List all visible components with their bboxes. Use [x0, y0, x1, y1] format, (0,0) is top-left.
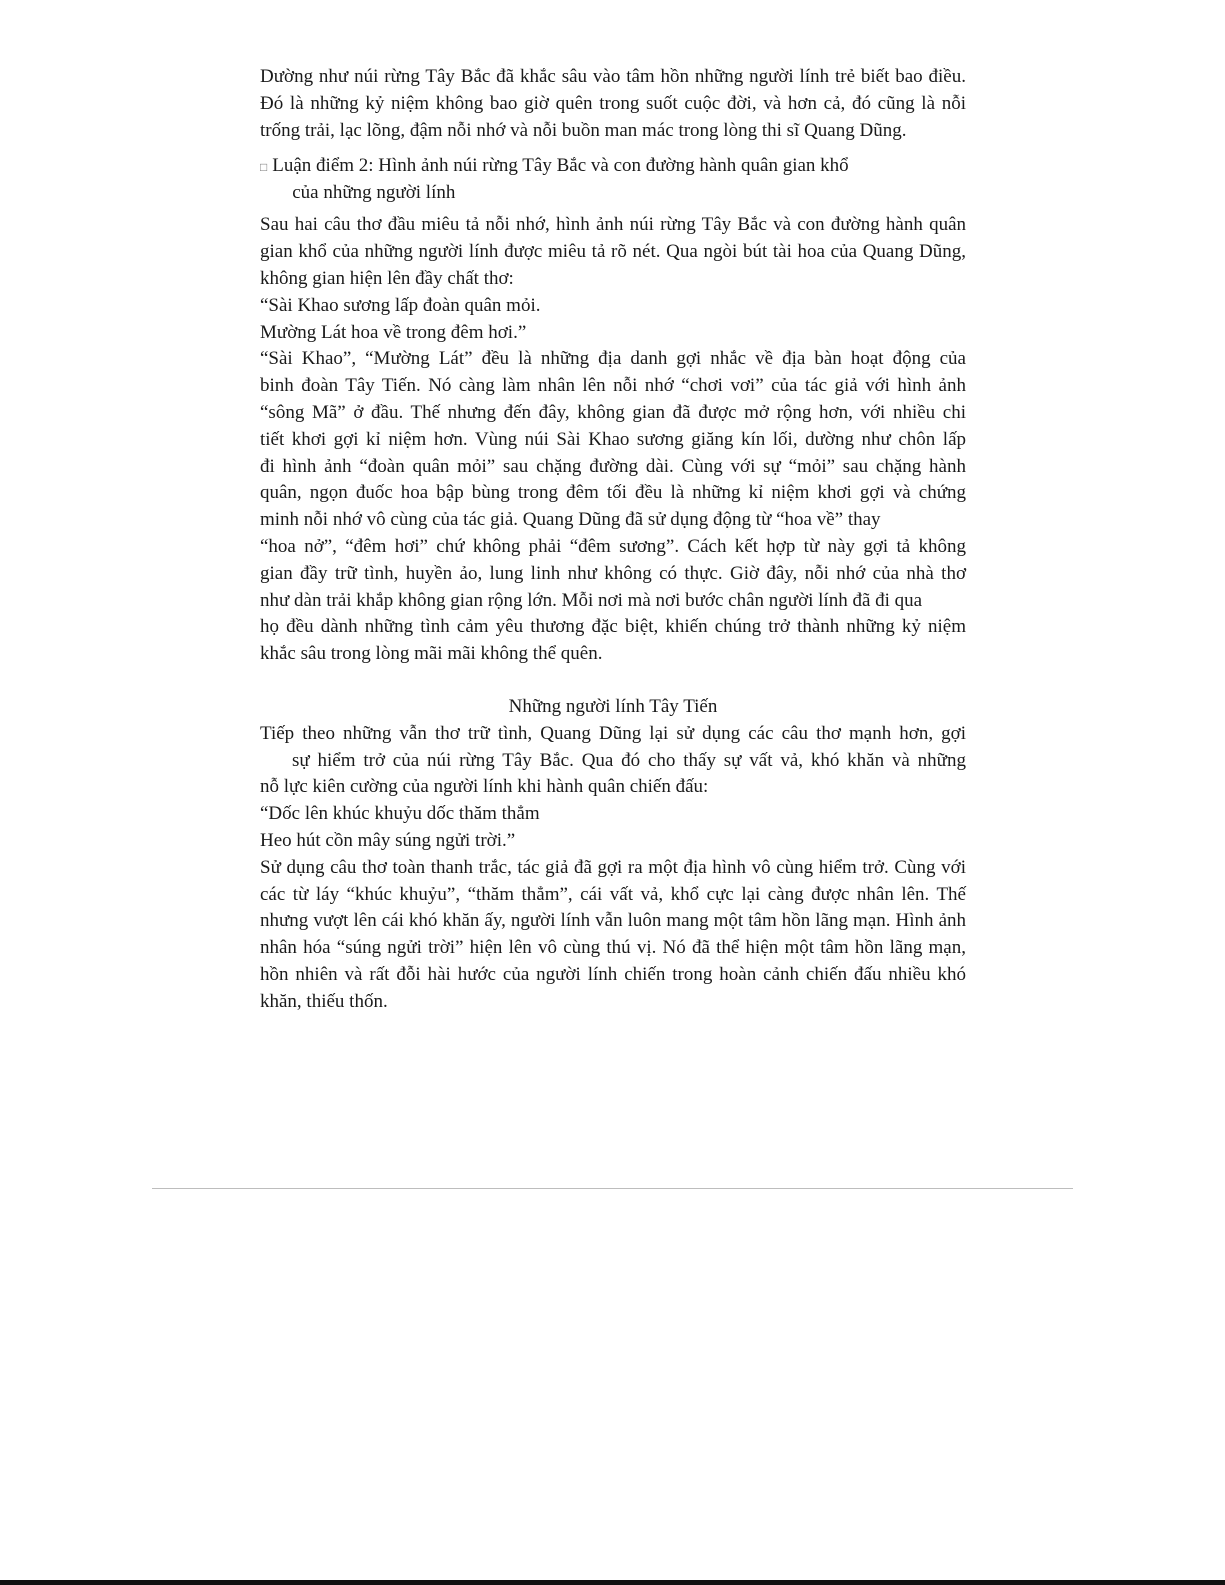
paragraph-3-line: “hoa nở”, “đêm hơi” chứ không phải “đêm sương”. Cách kết hợp từ này gợi tả không — [260, 535, 966, 557]
paragraph-3-line: đi hình ảnh “đoàn quân mỏi” sau chặng đường dài. Cùng với sự “mỏi” sau chặng hành — [260, 455, 966, 477]
image-caption: Những người lính Tây Tiến — [508, 695, 718, 717]
paragraph-3-line: minh nỗi nhớ vô cùng của tác giả. Quang Dũng đã sử dụng động từ “hoa về” thay — [260, 509, 881, 531]
verse-line-4: Heo hút cồn mây súng ngửi trời.” — [260, 829, 516, 851]
paragraph-4-line-2: sự hiểm trở của núi rừng Tây Bắc. Qua đó cho thấy sự vất vả, khó khăn và những — [292, 749, 966, 771]
checkbox-bullet-icon: □ — [260, 160, 268, 175]
paragraph-4-line-1: Tiếp theo những vẫn thơ trữ tình, Quang Dũng lại sử dụng các câu thơ mạnh hơn, gợi — [260, 722, 966, 744]
paragraph-2: Sau hai câu thơ đầu miêu tả nỗi nhớ, hình ảnh núi rừng Tây Bắc và con đường hành quân gian khổ của những người lính được miêu tả rõ nét. Qua ngòi bút tài hoa của Quang Dũng, không gian hiện lên đầy chất thơ: — [260, 214, 966, 289]
section-heading-line-1: Luận điểm 2: Hình ảnh núi rừng Tây Bắc và con đường hành quân gian khổ — [272, 155, 849, 177]
paragraph-4 — [260, 721, 966, 801]
verse-line-1: “Sài Khao sương lấp đoàn quân mỏi. — [260, 294, 541, 316]
paragraph-intro: Dường như núi rừng Tây Bắc đã khắc sâu vào tâm hồn những người lính trẻ biết bao điều. Đó là những kỷ niệm không bao giờ quên trong suốt cuộc đời, và hơn cả, đó cũng là nỗi trống trải, lạc lõng, đậm nỗi nhớ và nỗi buồn man mác trong lòng thi sĩ Quang Dũng. — [260, 66, 966, 141]
paragraph-3 — [260, 346, 966, 668]
paragraph-3-line: tiết khơi gợi kỉ niệm hơn. Vùng núi Sài Khao sương giăng kín lối, dường như chôn lấp — [260, 428, 966, 450]
page-divider — [152, 1188, 1073, 1189]
paragraph-3-line: khắc sâu trong lòng mãi mãi không thể quên. — [260, 643, 603, 665]
paragraph-3-line: gian đầy trữ tình, huyền ảo, lung linh như không có thực. Giờ đây, nỗi nhớ của nhà thơ — [260, 562, 966, 584]
paragraph-3-line: “sông Mã” ở đầu. Thế nhưng đến đây, không gian đã được mở rộng hơn, với nhiều chi — [260, 401, 966, 423]
section-heading-line-2: của những người lính — [292, 182, 456, 204]
paragraph-5: Sử dụng câu thơ toàn thanh trắc, tác giả đã gợi ra một địa hình vô cùng hiểm trở. Cùng với các từ láy “khúc khuỷu”, “thăm thẳm”, cái vất vả, khổ cực lại càng được nhân lên. Thế nhưng vượt lên cái khó khăn ấy, người lính vẫn luôn mang một tâm hồn lãng mạn. Hình ảnh nhân hóa “súng ngửi trời” hiện lên vô cùng thú vị. Nó đã thể hiện một tâm hồn lãng mạn, hồn nhiên và rất đỗi hài hước của người lính chiến trong hoàn cảnh chiến đấu nhiều khó khăn, thiếu thốn. — [260, 856, 966, 1012]
paragraph-4-line-3: nỗ lực kiên cường của người lính khi hành quân chiến đấu: — [260, 776, 709, 798]
section-heading-text — [272, 152, 966, 206]
bottom-edge-bar — [0, 1580, 1225, 1585]
document-body — [260, 64, 966, 1016]
verse-line-2: Mường Lát hoa về trong đêm hơi.” — [260, 321, 527, 343]
paragraph-3-line: quân, ngọn đuốc hoa bập bùng trong đêm tối đều là những kỉ niệm khơi gợi và chứng — [260, 482, 966, 504]
paragraph-3-line: binh đoàn Tây Tiến. Nó càng làm nhân lên nỗi nhớ “chơi vơi” của tác giả với hình ảnh — [260, 375, 966, 397]
paragraph-3-line: họ đều dành những tình cảm yêu thương đặc biệt, khiến chúng trở thành những kỷ niệm — [260, 616, 966, 638]
verse-line-3: “Dốc lên khúc khuỷu dốc thăm thẳm — [260, 803, 540, 825]
section-heading — [260, 152, 966, 206]
paragraph-3-line: “Sài Khao”, “Mường Lát” đều là những địa danh gợi nhắc về địa bàn hoạt động của — [260, 348, 966, 370]
blank-line — [260, 668, 966, 694]
paragraph-3-line: như dàn trải khắp không gian rộng lớn. Mỗi nơi mà nơi bước chân người lính đã đi qua — [260, 589, 923, 611]
